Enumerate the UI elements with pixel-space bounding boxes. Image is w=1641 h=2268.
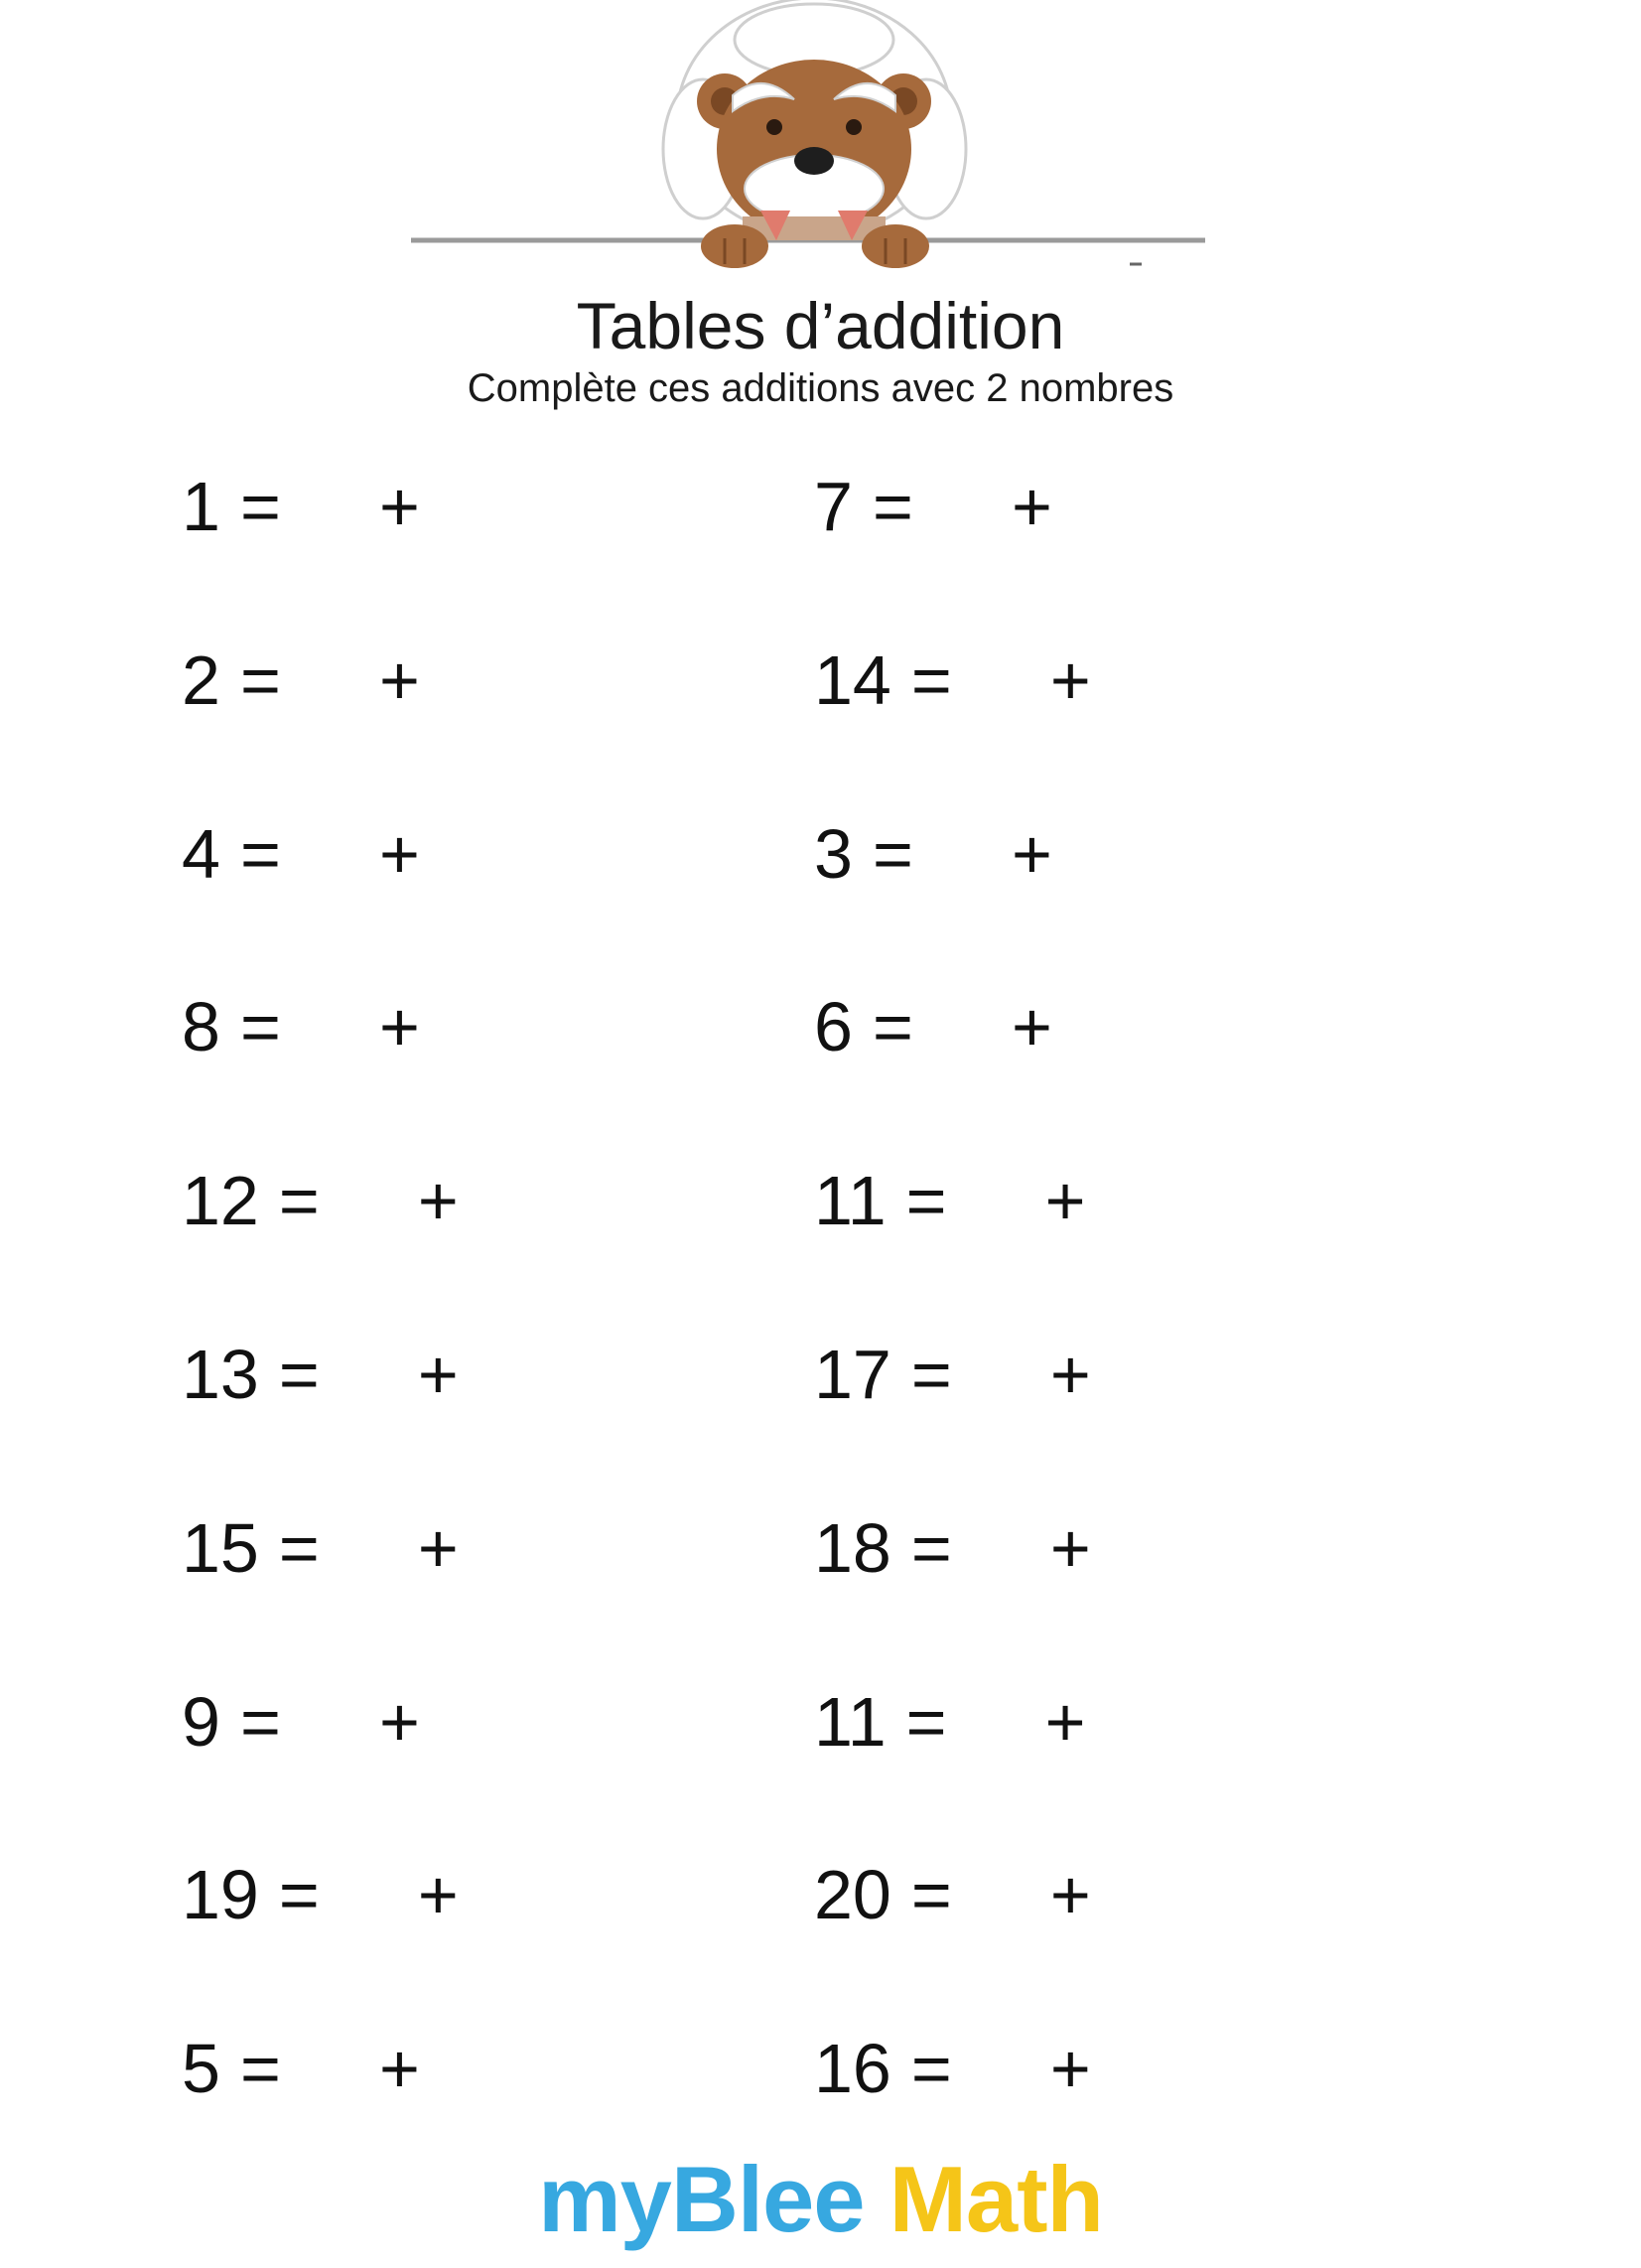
- equation-total: 3: [814, 815, 853, 893]
- plus-sign: +: [1011, 468, 1052, 545]
- equation-total: 5: [182, 2030, 220, 2107]
- plus-sign: +: [378, 815, 420, 893]
- equals-sign: =: [872, 468, 913, 545]
- equals-sign: =: [910, 641, 952, 719]
- equation-total: 1: [182, 468, 220, 545]
- equation-total: 12: [182, 1162, 259, 1239]
- equation-total: 17: [814, 1336, 891, 1413]
- equals-sign: =: [910, 2030, 952, 2107]
- equation-total: 15: [182, 1509, 259, 1587]
- equals-sign: =: [910, 1509, 952, 1587]
- logo-part-math: Math: [864, 2147, 1103, 2251]
- myblee-math-logo: [0, 2145, 1641, 2254]
- equation-total: 13: [182, 1336, 259, 1413]
- plus-sign: +: [1049, 1336, 1091, 1413]
- equals-sign: =: [239, 2030, 281, 2107]
- equals-sign: =: [910, 1336, 952, 1413]
- equals-sign: =: [872, 988, 913, 1065]
- equals-sign: =: [278, 1162, 320, 1239]
- equals-sign: =: [239, 641, 281, 719]
- equation-total: 7: [814, 468, 853, 545]
- plus-sign: +: [1049, 1856, 1091, 1933]
- equals-sign: =: [239, 815, 281, 893]
- plus-sign: +: [417, 1336, 459, 1413]
- plus-sign: +: [378, 1683, 420, 1761]
- logo-part-myblee: myBlee: [538, 2147, 865, 2251]
- plus-sign: +: [1044, 1162, 1086, 1239]
- equals-sign: =: [239, 1683, 281, 1761]
- equation-total: 8: [182, 988, 220, 1065]
- plus-sign: +: [417, 1856, 459, 1933]
- equals-sign: =: [239, 988, 281, 1065]
- equation-total: 9: [182, 1683, 220, 1761]
- equation-total: 16: [814, 2030, 891, 2107]
- plus-sign: +: [378, 641, 420, 719]
- plus-sign: +: [378, 988, 420, 1065]
- plus-sign: +: [1049, 2030, 1091, 2107]
- equation-total: 19: [182, 1856, 259, 1933]
- equals-sign: =: [239, 468, 281, 545]
- page-title: Tables d’addition: [576, 289, 1065, 362]
- plus-sign: +: [1011, 988, 1052, 1065]
- equation-total: 11: [814, 1162, 887, 1239]
- equals-sign: =: [910, 1856, 952, 1933]
- equation-total: 20: [814, 1856, 891, 1933]
- plus-sign: +: [1044, 1683, 1086, 1761]
- plus-sign: +: [1049, 641, 1091, 719]
- equals-sign: =: [872, 815, 913, 893]
- equals-sign: =: [278, 1509, 320, 1587]
- plus-sign: +: [1011, 815, 1052, 893]
- plus-sign: +: [417, 1162, 459, 1239]
- bear-mascot-icon: [405, 0, 1219, 273]
- plus-sign: +: [417, 1509, 459, 1587]
- equation-total: 11: [814, 1683, 887, 1761]
- plus-sign: +: [378, 2030, 420, 2107]
- equation-total: 14: [814, 641, 891, 719]
- equals-sign: =: [278, 1856, 320, 1933]
- equation-total: 2: [182, 641, 220, 719]
- page-subtitle: Complète ces additions avec 2 nombres: [467, 366, 1174, 410]
- equation-total: 6: [814, 988, 853, 1065]
- plus-sign: +: [378, 468, 420, 545]
- equation-total: 4: [182, 815, 220, 893]
- equals-sign: =: [905, 1162, 947, 1239]
- equals-sign: =: [278, 1336, 320, 1413]
- equals-sign: =: [905, 1683, 947, 1761]
- plus-sign: +: [1049, 1509, 1091, 1587]
- equation-total: 18: [814, 1509, 891, 1587]
